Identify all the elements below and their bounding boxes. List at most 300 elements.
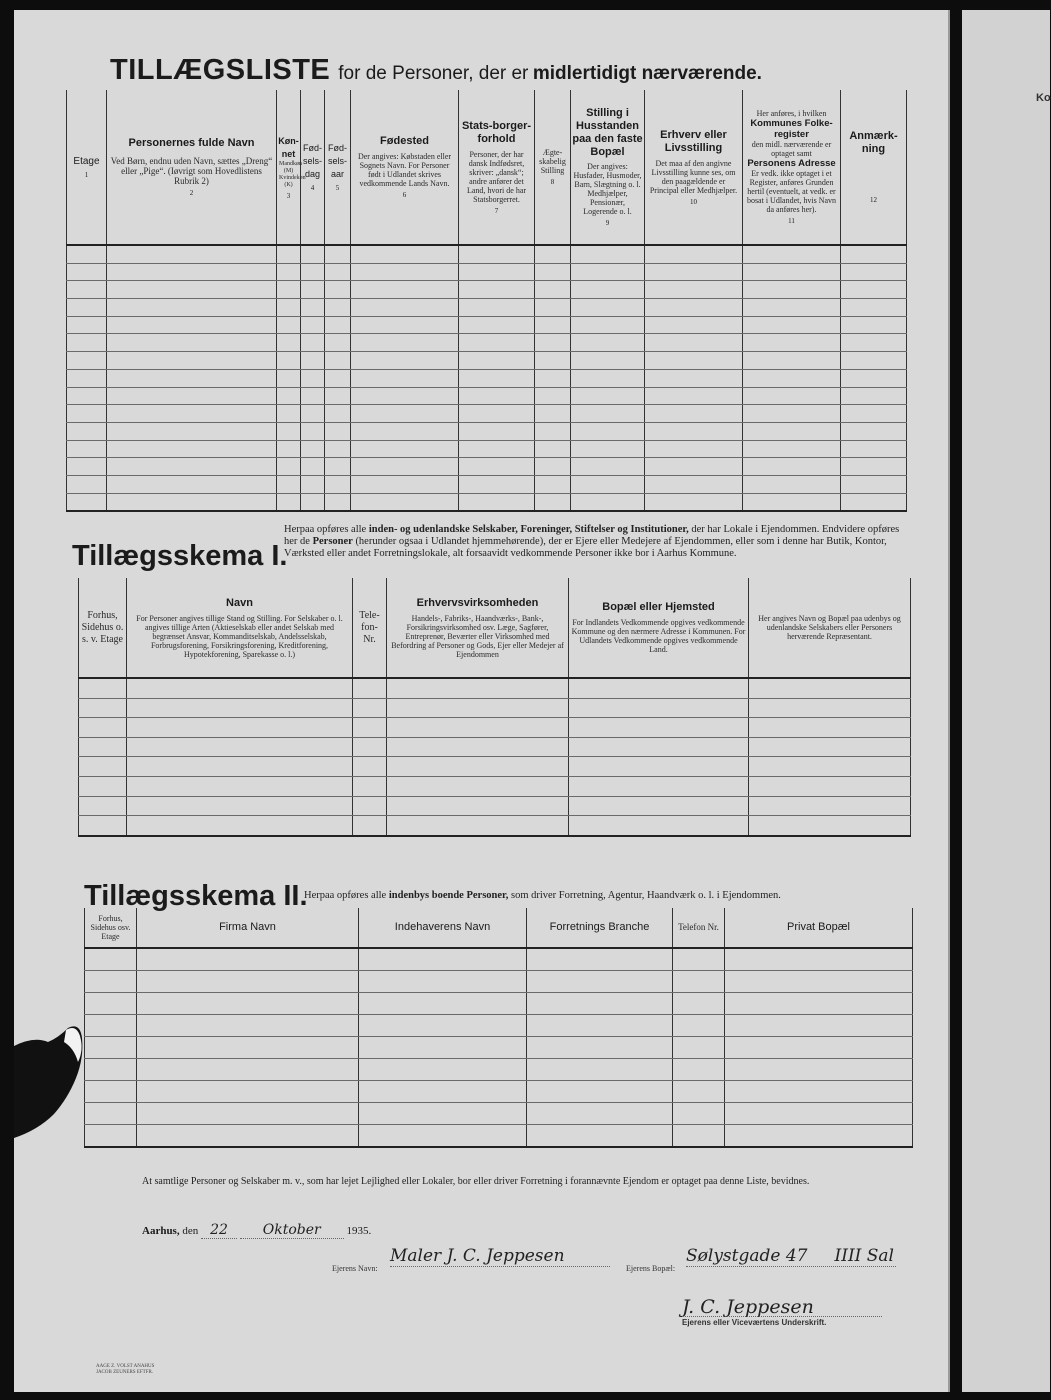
table-cell[interactable] xyxy=(137,1037,359,1059)
table-cell[interactable] xyxy=(107,281,277,299)
table-cell[interactable] xyxy=(107,352,277,370)
table-cell[interactable] xyxy=(107,316,277,334)
table-cell[interactable] xyxy=(107,369,277,387)
table-cell[interactable] xyxy=(527,1103,673,1125)
table-cell[interactable] xyxy=(387,698,569,718)
table-cell[interactable] xyxy=(277,369,301,387)
table-cell[interactable] xyxy=(527,1015,673,1037)
table-cell[interactable] xyxy=(67,263,107,281)
table-row xyxy=(79,698,911,718)
table-cell[interactable] xyxy=(459,493,535,511)
table-cell[interactable] xyxy=(535,440,571,458)
table-row xyxy=(67,352,907,370)
table-cell[interactable] xyxy=(107,440,277,458)
table-cell[interactable] xyxy=(535,369,571,387)
table-cell[interactable] xyxy=(325,263,351,281)
table-cell[interactable] xyxy=(351,263,459,281)
table-cell[interactable] xyxy=(301,387,325,405)
table-cell[interactable] xyxy=(571,245,645,263)
table-cell[interactable] xyxy=(571,263,645,281)
table-cell[interactable] xyxy=(137,993,359,1015)
table-cell[interactable] xyxy=(351,458,459,476)
table-cell[interactable] xyxy=(353,796,387,816)
table-cell[interactable] xyxy=(85,1015,137,1037)
table-cell[interactable] xyxy=(569,757,749,777)
table-cell[interactable] xyxy=(743,369,841,387)
table-cell[interactable] xyxy=(79,796,127,816)
table-cell[interactable] xyxy=(107,493,277,511)
table-cell[interactable] xyxy=(569,816,749,836)
table-cell[interactable] xyxy=(351,405,459,423)
table-cell[interactable] xyxy=(743,475,841,493)
table-cell[interactable] xyxy=(749,816,911,836)
table-cell[interactable] xyxy=(351,299,459,317)
table-cell[interactable] xyxy=(353,776,387,796)
table-cell[interactable] xyxy=(67,316,107,334)
table-cell[interactable] xyxy=(351,352,459,370)
table-cell[interactable] xyxy=(277,245,301,263)
table-cell[interactable] xyxy=(301,475,325,493)
table-cell[interactable] xyxy=(571,299,645,317)
table-cell[interactable] xyxy=(79,737,127,757)
table-cell[interactable] xyxy=(387,737,569,757)
table-cell[interactable] xyxy=(301,281,325,299)
table-cell[interactable] xyxy=(535,422,571,440)
table-cell[interactable] xyxy=(351,334,459,352)
table-cell[interactable] xyxy=(387,678,569,698)
table-cell[interactable] xyxy=(277,422,301,440)
table-cell[interactable] xyxy=(325,493,351,511)
table-cell[interactable] xyxy=(85,993,137,1015)
table-cell[interactable] xyxy=(67,422,107,440)
table-cell[interactable] xyxy=(743,493,841,511)
table-cell[interactable] xyxy=(459,422,535,440)
table-cell[interactable] xyxy=(673,948,725,971)
table-cell[interactable] xyxy=(387,757,569,777)
table-row xyxy=(67,334,907,352)
table-cell[interactable] xyxy=(725,948,913,971)
table-cell[interactable] xyxy=(571,369,645,387)
table-cell[interactable] xyxy=(459,387,535,405)
table-cell[interactable] xyxy=(353,718,387,738)
table-cell[interactable] xyxy=(137,971,359,993)
table-cell[interactable] xyxy=(387,816,569,836)
table-cell[interactable] xyxy=(535,245,571,263)
table-cell[interactable] xyxy=(749,718,911,738)
table-cell[interactable] xyxy=(127,796,353,816)
table-cell[interactable] xyxy=(67,387,107,405)
table-cell[interactable] xyxy=(841,263,907,281)
table-cell[interactable] xyxy=(277,352,301,370)
table-cell[interactable] xyxy=(67,458,107,476)
table-cell[interactable] xyxy=(107,387,277,405)
table-cell[interactable] xyxy=(79,816,127,836)
skema2-title: Tillægsskema II. xyxy=(84,880,308,912)
table-cell[interactable] xyxy=(571,405,645,423)
table-cell[interactable] xyxy=(107,334,277,352)
table-cell[interactable] xyxy=(645,440,743,458)
table-cell[interactable] xyxy=(645,299,743,317)
table-cell[interactable] xyxy=(67,299,107,317)
col-firma-navn: Firma Navn xyxy=(137,908,359,948)
table-cell[interactable] xyxy=(725,1059,913,1081)
table-cell[interactable] xyxy=(325,387,351,405)
table-cell[interactable] xyxy=(359,1081,527,1103)
table-cell[interactable] xyxy=(725,1015,913,1037)
table-cell[interactable] xyxy=(571,458,645,476)
table-cell[interactable] xyxy=(459,245,535,263)
tillaegsliste-title: TILLÆGSLISTE for de Personer, der er midlertidigt nærværende. xyxy=(110,54,762,86)
table-cell[interactable] xyxy=(301,316,325,334)
table-cell[interactable] xyxy=(571,422,645,440)
table-cell[interactable] xyxy=(535,475,571,493)
table-cell[interactable] xyxy=(459,440,535,458)
table-cell[interactable] xyxy=(459,334,535,352)
table-cell[interactable] xyxy=(459,299,535,317)
table-cell[interactable] xyxy=(841,422,907,440)
table-cell[interactable] xyxy=(301,334,325,352)
table-row xyxy=(85,1081,913,1103)
table-cell[interactable] xyxy=(571,281,645,299)
table-cell[interactable] xyxy=(359,993,527,1015)
table-cell[interactable] xyxy=(359,948,527,971)
table-cell[interactable] xyxy=(137,1081,359,1103)
table-cell[interactable] xyxy=(841,299,907,317)
table-cell[interactable] xyxy=(645,352,743,370)
table-cell[interactable] xyxy=(79,757,127,777)
table-cell[interactable] xyxy=(841,334,907,352)
table-cell[interactable] xyxy=(67,493,107,511)
col-foedselsaar: Fød-sels-aar 5 xyxy=(325,90,351,245)
table-cell[interactable] xyxy=(725,1125,913,1148)
table-cell[interactable] xyxy=(459,263,535,281)
table-cell[interactable] xyxy=(459,475,535,493)
table-cell[interactable] xyxy=(527,1059,673,1081)
table-row xyxy=(79,816,911,836)
table-cell[interactable] xyxy=(301,263,325,281)
table-cell[interactable] xyxy=(301,405,325,423)
table-cell[interactable] xyxy=(325,299,351,317)
table-cell[interactable] xyxy=(359,1015,527,1037)
table-cell[interactable] xyxy=(301,245,325,263)
table-cell[interactable] xyxy=(749,776,911,796)
table-row xyxy=(85,1125,913,1148)
table-cell[interactable] xyxy=(137,1103,359,1125)
table-cell[interactable] xyxy=(749,698,911,718)
table-cell[interactable] xyxy=(301,440,325,458)
table-cell[interactable] xyxy=(351,493,459,511)
table-cell[interactable] xyxy=(673,1037,725,1059)
table-cell[interactable] xyxy=(67,245,107,263)
table-cell[interactable] xyxy=(79,698,127,718)
table-cell[interactable] xyxy=(527,971,673,993)
table-cell[interactable] xyxy=(673,1081,725,1103)
table-cell[interactable] xyxy=(535,263,571,281)
table-cell[interactable] xyxy=(85,1059,137,1081)
table-cell[interactable] xyxy=(107,405,277,423)
confirmation-statement: At samtlige Personer og Selskaber m. v., som har lejet Lejlighed eller Lokaler, bor eller driver Forretning i forannævnte Ejendom er optaget paa denne Liste, bevidnes. xyxy=(142,1176,810,1187)
table-cell[interactable] xyxy=(571,352,645,370)
table-cell[interactable] xyxy=(67,405,107,423)
table-cell[interactable] xyxy=(301,422,325,440)
table-cell[interactable] xyxy=(353,737,387,757)
table-cell[interactable] xyxy=(673,1103,725,1125)
table-cell[interactable] xyxy=(353,678,387,698)
table-cell[interactable] xyxy=(107,458,277,476)
table-cell[interactable] xyxy=(743,281,841,299)
table-cell[interactable] xyxy=(351,422,459,440)
table-cell[interactable] xyxy=(743,316,841,334)
table-cell[interactable] xyxy=(743,405,841,423)
table-cell[interactable] xyxy=(535,316,571,334)
table-cell[interactable] xyxy=(841,245,907,263)
table-cell[interactable] xyxy=(749,796,911,816)
table-cell[interactable] xyxy=(645,245,743,263)
table-cell[interactable] xyxy=(67,369,107,387)
table-cell[interactable] xyxy=(277,458,301,476)
table-cell[interactable] xyxy=(387,718,569,738)
table-cell[interactable] xyxy=(301,299,325,317)
table-cell[interactable] xyxy=(325,440,351,458)
table-cell[interactable] xyxy=(743,299,841,317)
table-cell[interactable] xyxy=(137,1015,359,1037)
table-cell[interactable] xyxy=(535,405,571,423)
table-cell[interactable] xyxy=(571,493,645,511)
table-cell[interactable] xyxy=(535,352,571,370)
table-row xyxy=(67,493,907,511)
table-cell[interactable] xyxy=(127,776,353,796)
table-cell[interactable] xyxy=(527,1125,673,1148)
table-cell[interactable] xyxy=(571,387,645,405)
table-cell[interactable] xyxy=(277,334,301,352)
table-cell[interactable] xyxy=(137,1059,359,1081)
table-cell[interactable] xyxy=(841,405,907,423)
table-cell[interactable] xyxy=(387,796,569,816)
table-cell[interactable] xyxy=(743,352,841,370)
table-cell[interactable] xyxy=(841,281,907,299)
table-cell[interactable] xyxy=(277,281,301,299)
table-cell[interactable] xyxy=(301,493,325,511)
table-cell[interactable] xyxy=(127,678,353,698)
table-cell[interactable] xyxy=(127,757,353,777)
table-cell[interactable] xyxy=(325,334,351,352)
table-cell[interactable] xyxy=(571,316,645,334)
table-cell[interactable] xyxy=(569,698,749,718)
table-cell[interactable] xyxy=(351,369,459,387)
table-cell[interactable] xyxy=(79,718,127,738)
table-cell[interactable] xyxy=(67,334,107,352)
table-cell[interactable] xyxy=(743,440,841,458)
next-page-edge: Ko xyxy=(962,10,1050,1392)
table-cell[interactable] xyxy=(137,1125,359,1148)
table-cell[interactable] xyxy=(459,458,535,476)
table-cell[interactable] xyxy=(645,475,743,493)
table-row xyxy=(67,387,907,405)
table-row xyxy=(79,796,911,816)
table-cell[interactable] xyxy=(85,1081,137,1103)
table-cell[interactable] xyxy=(67,281,107,299)
table-cell[interactable] xyxy=(325,405,351,423)
table-cell[interactable] xyxy=(645,493,743,511)
table-cell[interactable] xyxy=(527,993,673,1015)
table-cell[interactable] xyxy=(353,757,387,777)
table-cell[interactable] xyxy=(569,678,749,698)
table-cell[interactable] xyxy=(325,422,351,440)
table-cell[interactable] xyxy=(107,299,277,317)
table-cell[interactable] xyxy=(301,458,325,476)
table-cell[interactable] xyxy=(743,422,841,440)
table-cell[interactable] xyxy=(353,698,387,718)
table-cell[interactable] xyxy=(725,971,913,993)
table-cell[interactable] xyxy=(527,948,673,971)
table-cell[interactable] xyxy=(725,1037,913,1059)
table-cell[interactable] xyxy=(743,387,841,405)
table-cell[interactable] xyxy=(107,422,277,440)
table-cell[interactable] xyxy=(325,352,351,370)
table-cell[interactable] xyxy=(535,458,571,476)
table-cell[interactable] xyxy=(277,440,301,458)
table-cell[interactable] xyxy=(535,493,571,511)
table-cell[interactable] xyxy=(749,678,911,698)
table-cell[interactable] xyxy=(351,281,459,299)
table-cell[interactable] xyxy=(459,281,535,299)
table-cell[interactable] xyxy=(127,816,353,836)
table-cell[interactable] xyxy=(569,776,749,796)
table-cell[interactable] xyxy=(277,493,301,511)
table-cell[interactable] xyxy=(359,1037,527,1059)
table-cell[interactable] xyxy=(127,718,353,738)
table-cell[interactable] xyxy=(743,334,841,352)
table-cell[interactable] xyxy=(569,718,749,738)
table-cell[interactable] xyxy=(673,993,725,1015)
table-cell[interactable] xyxy=(325,245,351,263)
table-cell[interactable] xyxy=(571,440,645,458)
table-cell[interactable] xyxy=(743,245,841,263)
table-cell[interactable] xyxy=(85,1125,137,1148)
table-cell[interactable] xyxy=(571,475,645,493)
table-cell[interactable] xyxy=(137,948,359,971)
table-cell[interactable] xyxy=(277,299,301,317)
table-cell[interactable] xyxy=(841,458,907,476)
table-cell[interactable] xyxy=(359,971,527,993)
table-cell[interactable] xyxy=(459,369,535,387)
table-cell[interactable] xyxy=(743,263,841,281)
table-cell[interactable] xyxy=(325,369,351,387)
table-cell[interactable] xyxy=(459,352,535,370)
table-cell[interactable] xyxy=(107,245,277,263)
table-cell[interactable] xyxy=(351,316,459,334)
table-cell[interactable] xyxy=(85,948,137,971)
table-cell[interactable] xyxy=(459,316,535,334)
table-cell[interactable] xyxy=(107,263,277,281)
table-cell[interactable] xyxy=(79,776,127,796)
table-cell[interactable] xyxy=(749,757,911,777)
table-cell[interactable] xyxy=(841,440,907,458)
col-foedselsdag: Fød-sels-dag 4 xyxy=(301,90,325,245)
table-cell[interactable] xyxy=(571,334,645,352)
table-cell[interactable] xyxy=(569,796,749,816)
table-cell[interactable] xyxy=(359,1059,527,1081)
table-cell[interactable] xyxy=(301,352,325,370)
table-cell[interactable] xyxy=(107,475,277,493)
table-cell[interactable] xyxy=(725,1081,913,1103)
table-cell[interactable] xyxy=(841,493,907,511)
table-cell[interactable] xyxy=(841,352,907,370)
table-cell[interactable] xyxy=(535,299,571,317)
table-cell[interactable] xyxy=(277,263,301,281)
table-cell[interactable] xyxy=(67,352,107,370)
table-cell[interactable] xyxy=(841,369,907,387)
table-cell[interactable] xyxy=(527,1081,673,1103)
table-cell[interactable] xyxy=(459,405,535,423)
table-cell[interactable] xyxy=(673,971,725,993)
table-cell[interactable] xyxy=(351,475,459,493)
table-cell[interactable] xyxy=(535,387,571,405)
table-cell[interactable] xyxy=(325,281,351,299)
table-cell[interactable] xyxy=(85,971,137,993)
table-cell[interactable] xyxy=(387,776,569,796)
table-cell[interactable] xyxy=(725,1103,913,1125)
table-cell[interactable] xyxy=(359,1103,527,1125)
table-cell[interactable] xyxy=(527,1037,673,1059)
table-cell[interactable] xyxy=(85,1037,137,1059)
table-cell[interactable] xyxy=(673,1059,725,1081)
table-cell[interactable] xyxy=(359,1125,527,1148)
table-cell[interactable] xyxy=(645,334,743,352)
table-cell[interactable] xyxy=(535,281,571,299)
table-cell[interactable] xyxy=(673,1125,725,1148)
table-cell[interactable] xyxy=(127,737,353,757)
table-cell[interactable] xyxy=(535,334,571,352)
table-cell[interactable] xyxy=(645,405,743,423)
table-cell[interactable] xyxy=(325,316,351,334)
table-cell[interactable] xyxy=(353,816,387,836)
table-cell[interactable] xyxy=(301,369,325,387)
table-row xyxy=(67,245,907,263)
table-cell[interactable] xyxy=(85,1103,137,1125)
table-cell[interactable] xyxy=(277,405,301,423)
table-row xyxy=(85,948,913,971)
table-cell[interactable] xyxy=(351,245,459,263)
table-cell[interactable] xyxy=(325,458,351,476)
table-cell[interactable] xyxy=(645,281,743,299)
table-cell[interactable] xyxy=(841,316,907,334)
table-cell[interactable] xyxy=(841,475,907,493)
table-cell[interactable] xyxy=(351,387,459,405)
table-cell[interactable] xyxy=(645,458,743,476)
table-cell[interactable] xyxy=(277,387,301,405)
table-cell[interactable] xyxy=(127,698,353,718)
table-cell[interactable] xyxy=(277,475,301,493)
table-cell[interactable] xyxy=(645,316,743,334)
table-cell[interactable] xyxy=(645,387,743,405)
table-cell[interactable] xyxy=(277,316,301,334)
table-cell[interactable] xyxy=(79,678,127,698)
table-cell[interactable] xyxy=(325,475,351,493)
table-cell[interactable] xyxy=(351,440,459,458)
table-cell[interactable] xyxy=(67,475,107,493)
table-cell[interactable] xyxy=(743,458,841,476)
table-cell[interactable] xyxy=(569,737,749,757)
table-cell[interactable] xyxy=(673,1015,725,1037)
table-cell[interactable] xyxy=(645,263,743,281)
table-cell[interactable] xyxy=(67,440,107,458)
table-cell[interactable] xyxy=(645,422,743,440)
table-cell[interactable] xyxy=(841,387,907,405)
table-cell[interactable] xyxy=(645,369,743,387)
table-cell[interactable] xyxy=(725,993,913,1015)
table-cell[interactable] xyxy=(749,737,911,757)
